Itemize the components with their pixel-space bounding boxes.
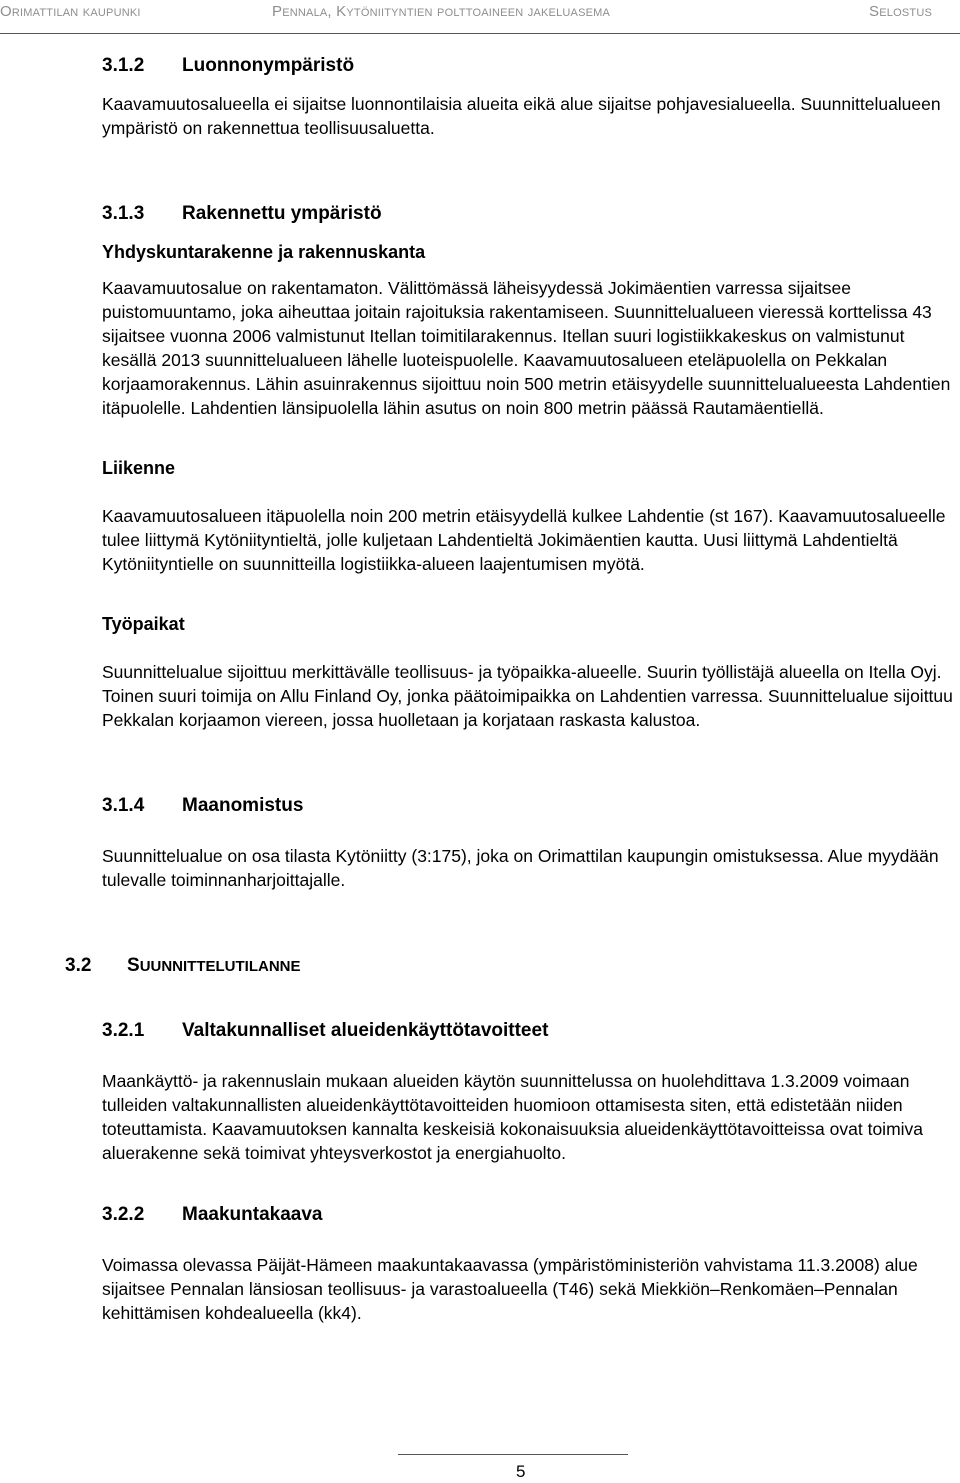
header-document-type: Selostus <box>869 3 932 20</box>
subheading-tyopaikat: Työpaikat <box>102 614 185 634</box>
section-title: Valtakunnalliset alueidenkäyttötavoitteet <box>182 1020 549 1041</box>
paragraph-tyopaikat: Suunnittelualue sijoittuu merkittävälle teollisuus- ja työpaikka-alueelle. Suurin työllistäjä alueella on Itella Oyj. Toinen suuri toimija on Allu Finland Oy, jonka päätoimipaikka on Lahdentien varressa. Suunnittelualue sijoittuu Pekkalan korjaamon viereen, jossa huolletaan ja korjataan raskasta kalustoa. <box>102 662 953 730</box>
page-header <box>0 0 960 34</box>
paragraph-liikenne: Kaavamuutosalueen itäpuolella noin 200 metrin etäisyydellä kulkee Lahdentie (st 167). Kaavamuutosalueelle tulee liittymä Kytöniityntieltä, jolle kuljetaan Lahdentieltä Jokimäentien kautta. Uusi liittymä Lahdentieltä Kytöniityntielle on suunnitteilla logistiikka-alueen laajentumisen myötä. <box>102 506 946 574</box>
section-title: Luonnonympäristö <box>182 55 355 76</box>
section-number: 3.2.2 <box>102 1204 145 1225</box>
document-body <box>65 52 960 1325</box>
section-heading-3-2-1 <box>102 1017 960 1045</box>
page-number: 5 <box>516 1462 526 1481</box>
paragraph-luonnonymparisto: Kaavamuutosalueella ei sijaitse luonnontilaisia alueita eikä alue sijaitse pohjavesialueella. Suunnittelualueen ympäristö on rakennettua teollisuusaluetta. <box>102 94 941 138</box>
subheading-yhdyskuntarakenne: Yhdyskuntarakenne ja rakennuskanta <box>102 242 426 262</box>
paragraph-valtakunnalliset: Maankäyttö- ja rakennuslain mukaan alueiden käytön suunnittelussa on huolehdittava 1.3.2009 voimaan tulleiden valtakunnallisten alueidenkäyttötavoitteiden huomioon ottamisesta siten, että edistetään niiden toteuttamista. Kaavamuutoksen kannalta keskeisiä kokonaisuuksia alueidenkäyttötavoitteissa ovat toimiva aluerakenne sekä toimivat yhteysverkostot ja energiahuolto. <box>102 1071 924 1163</box>
header-project-title: Pennala, Kytöniityntien polttoaineen jakeluasema <box>272 3 611 20</box>
section-title-initial: S <box>127 955 140 976</box>
section-title-rest: UUNNITTELUTILANNE <box>139 958 301 975</box>
section-title: Maanomistus <box>182 795 304 816</box>
header-municipality: Orimattilan kaupunki <box>0 3 141 20</box>
footer-divider <box>398 1454 628 1455</box>
section-number: 3.2.1 <box>102 1020 145 1041</box>
section-title: Maakuntakaava <box>182 1204 323 1225</box>
section-number: 3.2 <box>65 955 92 976</box>
section-heading-3-2-2 <box>102 1201 960 1229</box>
section-heading-3-2 <box>65 952 923 981</box>
section-heading-3-1-2 <box>102 52 960 80</box>
section-number: 3.1.3 <box>102 203 145 224</box>
section-heading-3-1-4 <box>102 792 960 820</box>
header-divider <box>0 33 960 34</box>
paragraph-rakennettu-ymparisto: Kaavamuutosalue on rakentamaton. Välittömässä läheisyydessä Jokimäentien varressa sijaitsee puistomuuntamo, joka aiheuttaa joitain rajoituksia rakentamiseen. Suunnittelualueen vieressä korttelissa 43 sijaitsee vuonna 2006 valmistunut Itellan toimitilarakennus. Itellan suuri logistiikkakeskus on valmistunut kesällä 2013 suunnittelualueen lähelle luoteispuolelle. Kaavamuutosalueen eteläpuolella on Pekkalan korjaamorakennus. Lähin asuinrakennus sijoittuu noin 500 metrin etäisyydelle suunnittelualueesta Lahdentien itäpuolelle. Lahdentien länsipuolella lähin asutus on noin 800 metrin päässä Rautamäentiellä. <box>102 278 951 418</box>
section-heading-3-1-3 <box>102 200 960 228</box>
paragraph-maanomistus: Suunnittelualue on osa tilasta Kytöniitty (3:175), joka on Orimattilan kaupungin omistuksessa. Alue myydään tulevalle toiminnanharjoittajalle. <box>102 846 939 890</box>
section-title: Rakennettu ympäristö <box>182 203 382 224</box>
subheading-liikenne: Liikenne <box>102 458 176 478</box>
section-number: 3.1.2 <box>102 55 145 76</box>
paragraph-maakuntakaava: Voimassa olevassa Päijät-Hämeen maakuntakaavassa (ympäristöministeriön vahvistama 11.3.2008) alue sijaitsee Pennalan länsiosan teollisuus- ja varastoalueella (T46) sekä Miekkiön–Renkomäen–Pennalan kehittämisen kohdealueella (kk4). <box>102 1255 918 1323</box>
section-number: 3.1.4 <box>102 795 145 816</box>
